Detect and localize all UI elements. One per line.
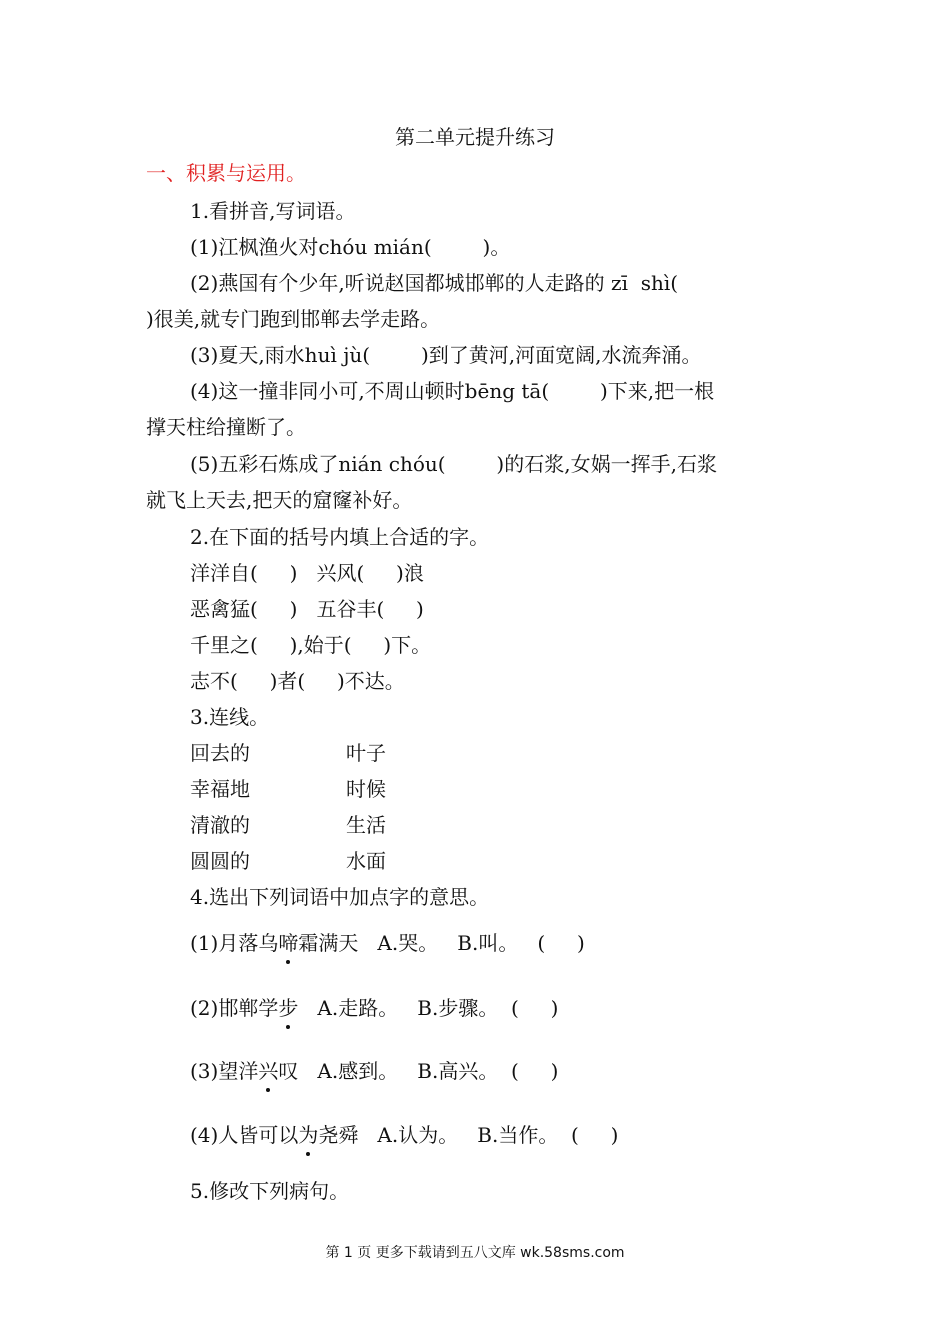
q2-row-4: 志不( )者( )不达。 — [190, 669, 405, 693]
q2-row-2: 恶禽猛( ) 五谷丰( ) — [190, 597, 424, 621]
q1-heading: 1.看拼音,写词语。 — [190, 199, 356, 223]
q1-item-4a: (4)这一撞非同小可,不周山顿时bēng tā( )下来,把一根 — [190, 379, 715, 403]
q4-item-4-dotted-char: 为 — [298, 1123, 319, 1147]
q1-item-2b: )很美,就专门跑到邯郸去学走路。 — [146, 307, 441, 331]
q4-item-3-post: 叹 A.感到。 B.高兴。 ( ) — [278, 1059, 559, 1083]
q1-item-2a: (2)燕国有个少年,听说赵国都城邯郸的人走路的 zī shì( — [190, 271, 679, 295]
q4-item-4-post: 尧舜 A.认为。 B.当作。 ( ) — [318, 1123, 619, 1147]
q1-item-4b: 撑天柱给撞断了。 — [146, 415, 306, 439]
q1-item-1: (1)江枫渔火对chóu mián( )。 — [190, 235, 511, 259]
q2-heading: 2.在下面的括号内填上合适的字。 — [190, 525, 490, 549]
q4-item-1-pre: (1)月落乌 — [190, 931, 279, 955]
match-left-1: 回去的 — [190, 741, 250, 765]
q5-heading: 5.修改下列病句。 — [190, 1179, 350, 1203]
q4-item-3-dotted-char: 兴 — [258, 1059, 279, 1083]
q4-item-1-dotted-char: 啼 — [278, 931, 299, 955]
page-footer[interactable]: 第 1 页 更多下载请到五八文库 wk.58sms.com — [325, 1245, 625, 1261]
q1-item-3: (3)夏天,雨水huì jù( )到了黄河,河面宽阔,水流奔涌。 — [190, 343, 702, 367]
match-right-2: 时候 — [346, 777, 386, 801]
q4-item-4 — [190, 1122, 618, 1148]
q4-item-2-post: A.走路。 B.步骤。 ( ) — [298, 996, 559, 1020]
q4-heading: 4.选出下列词语中加点字的意思。 — [190, 885, 490, 909]
q4-item-1 — [190, 930, 585, 956]
q4-item-2-pre: (2)邯郸学 — [190, 996, 279, 1020]
match-right-4: 水面 — [346, 849, 386, 873]
q4-item-3 — [190, 1058, 558, 1084]
q1-item-5a: (5)五彩石炼成了nián chóu( )的石浆,女娲一挥手,石浆 — [190, 452, 717, 476]
q4-item-1-post: 霜满天 A.哭。 B.叫。 ( ) — [298, 931, 585, 955]
match-left-4: 圆圆的 — [190, 849, 250, 873]
match-left-2: 幸福地 — [190, 777, 250, 801]
section-heading: 一、积累与运用。 — [146, 161, 306, 185]
q1-item-5b: 就飞上天去,把天的窟窿补好。 — [146, 488, 413, 512]
match-left-3: 清澈的 — [190, 813, 250, 837]
q4-item-2-dotted-char: 步 — [278, 996, 299, 1020]
q2-row-1: 洋洋自( ) 兴风( )浪 — [190, 561, 424, 585]
match-right-3: 生活 — [346, 813, 386, 837]
page-title: 第二单元提升练习 — [395, 125, 555, 149]
q3-heading: 3.连线。 — [190, 705, 270, 729]
q2-row-3: 千里之( ),始于( )下。 — [190, 633, 432, 657]
match-right-1: 叶子 — [346, 741, 386, 765]
q4-item-4-pre: (4)人皆可以 — [190, 1123, 299, 1147]
q4-item-2 — [190, 995, 558, 1021]
q4-item-3-pre: (3)望洋 — [190, 1059, 259, 1083]
